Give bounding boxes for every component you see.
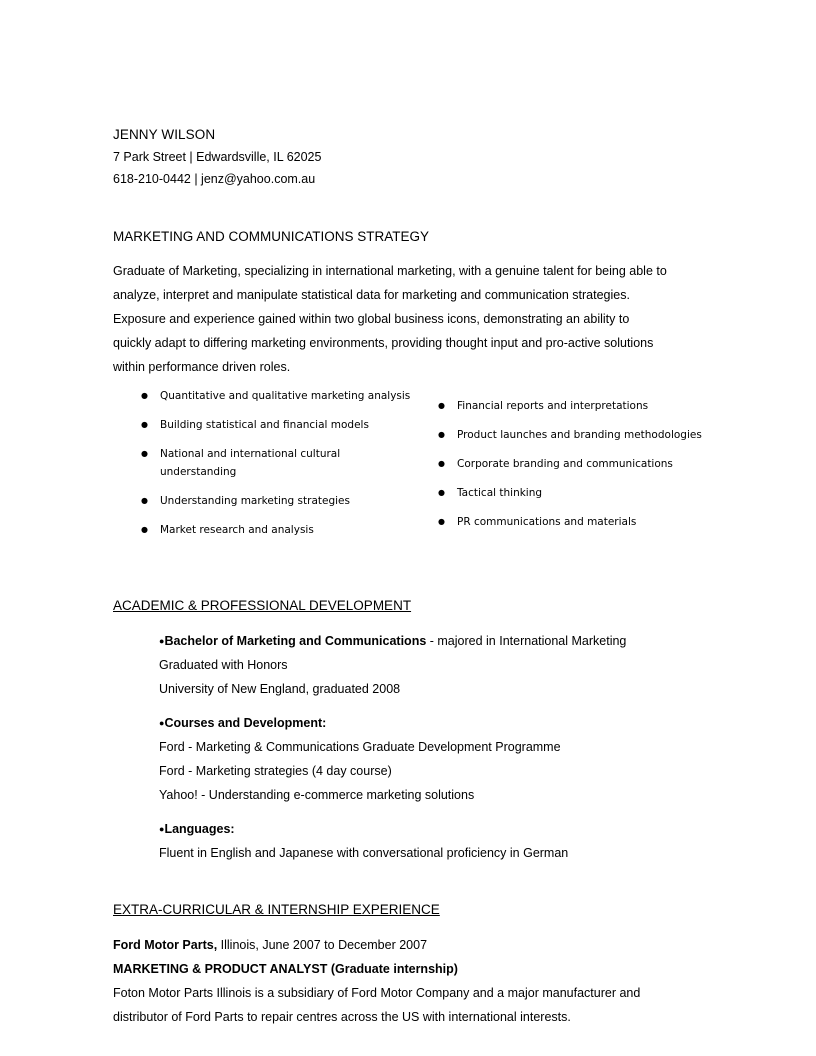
summary-line: analyze, interpret and manipulate statistical data for marketing and communication strategies. — [113, 288, 630, 302]
education-languages — [159, 817, 699, 865]
courses-title — [159, 711, 699, 735]
skill-label: Understanding marketing strategies — [160, 495, 350, 507]
experience-description-line: distributor of Ford Parts to repair centres across the US with international interests. — [113, 1010, 571, 1024]
course-item: Ford - Marketing strategies (4 day course) — [159, 764, 392, 778]
skill-label: PR communications and materials — [457, 516, 637, 528]
skill-label: Product launches and branding methodologies — [457, 429, 702, 441]
experience-description-line: Foton Motor Parts Illinois is a subsidiary of Ford Motor Company and a major manufacturer and — [113, 986, 641, 1000]
bullet-icon: ● — [141, 420, 148, 429]
education-degree-title — [159, 629, 699, 653]
skill-item — [438, 513, 703, 531]
bullet-icon: ● — [141, 391, 148, 400]
candidate-name: JENNY WILSON — [113, 127, 216, 142]
skill-item — [141, 445, 411, 481]
languages-title — [159, 817, 699, 841]
skill-item — [438, 484, 703, 502]
skill-item — [438, 397, 703, 415]
degree-detail: University of New England, graduated 2008 — [159, 682, 401, 696]
summary-line: Graduate of Marketing, specializing in international marketing, with a genuine talent for being able to — [113, 264, 667, 278]
bullet-icon: ● — [438, 401, 445, 410]
skill-item — [141, 521, 411, 539]
bullet-icon: ● — [159, 636, 165, 646]
section-heading-experience: EXTRA-CURRICULAR & INTERNSHIP EXPERIENCE — [113, 902, 440, 917]
degree-detail: Graduated with Honors — [159, 658, 288, 672]
experience-entry — [113, 933, 703, 1029]
education-courses — [159, 711, 699, 807]
language-detail: Fluent in English and Japanese with conversational proficiency in German — [159, 846, 569, 860]
experience-company-line — [113, 933, 703, 957]
bullet-icon: ● — [438, 459, 445, 468]
skill-label: Building statistical and financial models — [160, 419, 369, 431]
company-name: Ford Motor Parts, — [113, 938, 218, 952]
skill-label: Financial reports and interpretations — [457, 400, 649, 412]
skill-item — [141, 416, 411, 434]
bullet-icon: ● — [438, 430, 445, 439]
bullet-icon: ● — [141, 496, 148, 505]
candidate-contact: 618-210-0442 | jenz@yahoo.com.au — [113, 172, 316, 186]
skill-label: Quantitative and qualitative marketing analysis — [160, 390, 411, 402]
skill-item — [141, 387, 411, 405]
summary-line: Exposure and experience gained within two global business icons, demonstrating an ability to — [113, 312, 630, 326]
education-degree — [159, 629, 699, 701]
degree-major: - majored in International Marketing — [426, 634, 627, 648]
skill-item — [438, 426, 703, 444]
summary-paragraph — [113, 259, 703, 379]
bullet-icon: ● — [159, 824, 165, 834]
skill-label: Market research and analysis — [160, 524, 314, 536]
company-location-dates: Illinois, June 2007 to December 2007 — [217, 938, 428, 952]
languages-lead: Languages: — [164, 822, 235, 836]
bullet-icon: ● — [438, 517, 445, 526]
bullet-icon: ● — [159, 718, 165, 728]
bullet-icon: ● — [438, 488, 445, 497]
course-item: Ford - Marketing & Communications Graduate Development Programme — [159, 740, 561, 754]
skill-item — [438, 455, 703, 473]
candidate-address: 7 Park Street | Edwardsville, IL 62025 — [113, 150, 322, 164]
section-heading-strategy: MARKETING AND COMMUNICATIONS STRATEGY — [113, 229, 430, 244]
course-item: Yahoo! - Understanding e-commerce marketing solutions — [159, 788, 475, 802]
job-title: MARKETING & PRODUCT ANALYST (Graduate internship) — [113, 962, 458, 976]
section-heading-academic: ACADEMIC & PROFESSIONAL DEVELOPMENT — [113, 598, 412, 613]
skill-label: Tactical thinking — [457, 487, 543, 499]
bullet-icon: ● — [141, 525, 148, 534]
bullet-icon: ● — [141, 449, 148, 458]
skills-column-right — [438, 397, 703, 542]
skill-label: National and international cultural understanding — [160, 448, 341, 478]
skill-label: Corporate branding and communications — [457, 458, 673, 470]
degree-name: Bachelor of Marketing and Communications — [164, 634, 427, 648]
summary-line: quickly adapt to differing marketing environments, providing thought input and pro-active solutions — [113, 336, 654, 350]
skills-column-left — [141, 387, 411, 550]
skill-item — [141, 492, 411, 510]
courses-lead: Courses and Development: — [164, 716, 327, 730]
summary-line: within performance driven roles. — [113, 360, 291, 374]
